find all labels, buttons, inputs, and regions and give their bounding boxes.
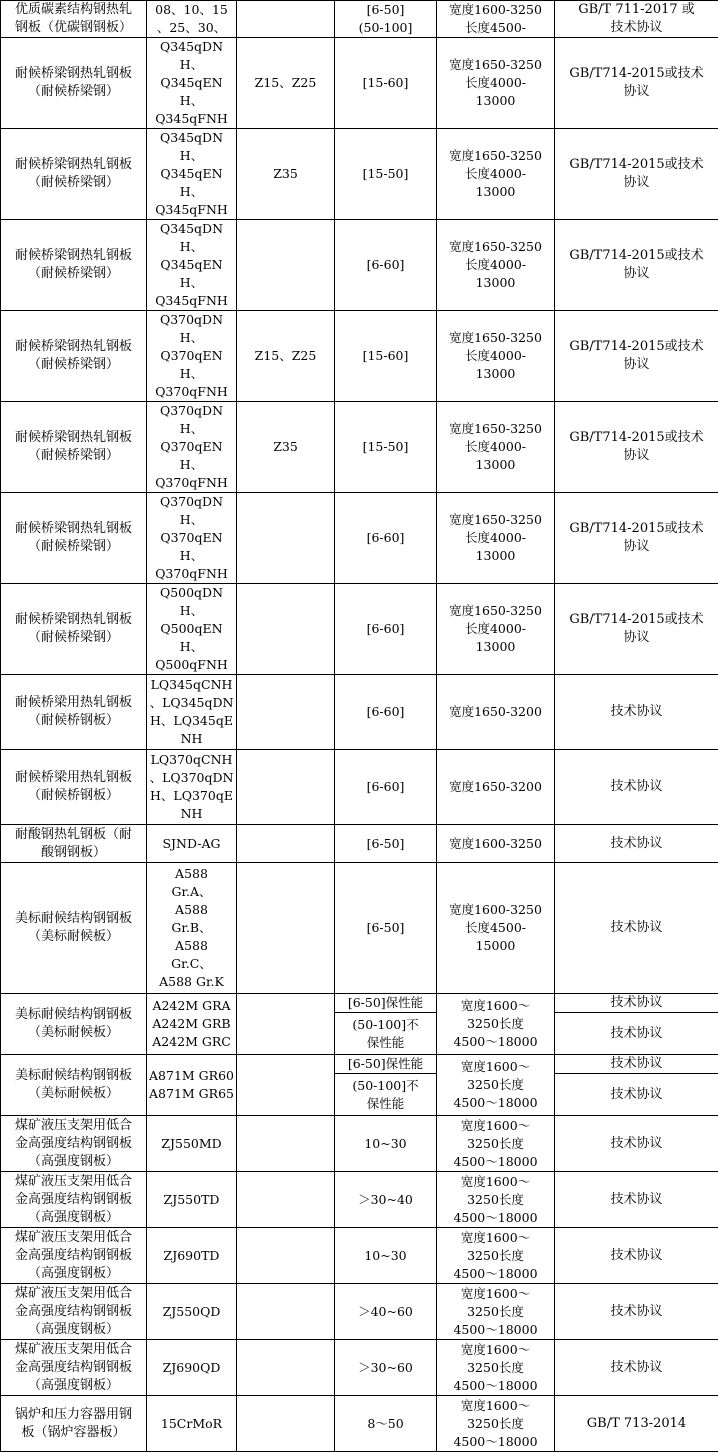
grade-cell: ZJ550TD bbox=[147, 1172, 237, 1228]
thickness-range-cell: 8～50 bbox=[335, 1396, 437, 1452]
size-cell: 宽度1600～ 3250长度 4500～18000 bbox=[437, 1172, 555, 1228]
size-cell: 宽度1600-3250 长度4500- 15000 bbox=[437, 863, 555, 994]
thickness-range-cell: (50-100]不 保性能 bbox=[335, 1074, 437, 1116]
thickness-range-cell: [15-60] bbox=[335, 311, 437, 402]
product-name-cell: 煤矿液压支架用低合 金高强度结构钢钢板 （高强度钢板） bbox=[1, 1284, 147, 1340]
grade-cell: ZJ550MD bbox=[147, 1116, 237, 1172]
product-name-cell: 耐候桥梁钢热轧钢板 （耐候桥梁钢） bbox=[1, 402, 147, 493]
standard-cell: GB/T 713-2014 bbox=[555, 1396, 718, 1452]
product-name-cell: 耐候桥梁钢热轧钢板 （耐候桥梁钢） bbox=[1, 129, 147, 220]
product-name-cell: 煤矿液压支架用低合 金高强度结构钢钢板 （高强度钢板） bbox=[1, 1228, 147, 1284]
thickness-range-cell: [6-60] bbox=[335, 750, 437, 825]
standard-cell: 技术协议 bbox=[555, 675, 718, 750]
z-direction-cell bbox=[237, 1228, 335, 1284]
thickness-range-cell: [6-50]保性能 bbox=[335, 994, 437, 1013]
standard-cell: GB/T714-2015或技术 协议 bbox=[555, 311, 718, 402]
product-name-cell: 煤矿液压支架用低合 金高强度结构钢钢板 （高强度钢板） bbox=[1, 1340, 147, 1396]
standard-cell: 技术协议 bbox=[555, 1172, 718, 1228]
product-name-cell: 耐候桥梁用热轧钢板 （耐候桥钢板） bbox=[1, 750, 147, 825]
grade-cell: Q345qDNH、 Q345qENH、 Q345qFNH bbox=[147, 129, 237, 220]
grade-cell: LQ370qCNH 、LQ370qDN H、LQ370qE NH bbox=[147, 750, 237, 825]
table-row bbox=[1, 1284, 718, 1340]
size-cell: 宽度1650-3250 长度4000- 13000 bbox=[437, 38, 555, 129]
table-row bbox=[1, 675, 718, 750]
grade-cell: 08、10、15 、25、30、 bbox=[147, 1, 237, 38]
standard-cell: 技术协议 bbox=[555, 1013, 718, 1055]
z-direction-cell bbox=[237, 675, 335, 750]
z-direction-cell bbox=[237, 1055, 335, 1116]
product-name-cell: 耐候桥梁钢热轧钢板 （耐候桥梁钢） bbox=[1, 220, 147, 311]
table-row bbox=[1, 1116, 718, 1172]
table-row bbox=[1, 750, 718, 825]
product-name-cell: 美标耐候结构钢钢板 （美标耐候板） bbox=[1, 863, 147, 994]
product-name-cell: 锅炉和压力容器用钢 板（锅炉容器板） bbox=[1, 1396, 147, 1452]
size-cell: 宽度1600～ 3250长度 4500～18000 bbox=[437, 1055, 555, 1116]
table-row bbox=[1, 584, 718, 675]
size-cell: 宽度1600～ 3250长度 4500～18000 bbox=[437, 1340, 555, 1396]
thickness-range-cell: 10~30 bbox=[335, 1228, 437, 1284]
z-direction-cell: Z15、Z25 bbox=[237, 38, 335, 129]
table-row bbox=[1, 129, 718, 220]
standard-cell: 技术协议 bbox=[555, 994, 718, 1013]
z-direction-cell bbox=[237, 750, 335, 825]
table-row bbox=[1, 220, 718, 311]
size-cell: 宽度1650-3250 长度4000- 13000 bbox=[437, 129, 555, 220]
grade-cell: A871M GR60 A871M GR65 bbox=[147, 1055, 237, 1116]
standard-cell: 技术协议 bbox=[555, 825, 718, 863]
z-direction-cell bbox=[237, 220, 335, 311]
product-name-cell: 耐候桥梁用热轧钢板 （耐候桥钢板） bbox=[1, 675, 147, 750]
z-direction-cell bbox=[237, 1172, 335, 1228]
standard-cell: 技术协议 bbox=[555, 1055, 718, 1074]
grade-cell: Q345qDNH、 Q345qENH、 Q345qFNH bbox=[147, 220, 237, 311]
table-row bbox=[1, 825, 718, 863]
table-row bbox=[1, 1340, 718, 1396]
standard-cell: 技术协议 bbox=[555, 750, 718, 825]
table-row bbox=[1, 1055, 718, 1074]
size-cell: 宽度1650-3250 长度4000- 13000 bbox=[437, 311, 555, 402]
table-body bbox=[1, 1, 718, 1452]
table-row bbox=[1, 402, 718, 493]
table-row bbox=[1, 1228, 718, 1284]
size-cell: 宽度1650-3250 长度4000- 13000 bbox=[437, 220, 555, 311]
z-direction-cell bbox=[237, 825, 335, 863]
grade-cell: Q370qDNH、 Q370qENH、 Q370qFNH bbox=[147, 311, 237, 402]
z-direction-cell: Z35 bbox=[237, 402, 335, 493]
z-direction-cell bbox=[237, 994, 335, 1055]
grade-cell: A588 Gr.A、 A588 Gr.B、 A588 Gr.C、 A588 Gr.K bbox=[147, 863, 237, 994]
thickness-range-cell: ＞40~60 bbox=[335, 1284, 437, 1340]
standard-cell: 技术协议 bbox=[555, 1284, 718, 1340]
table-row bbox=[1, 1172, 718, 1228]
z-direction-cell bbox=[237, 493, 335, 584]
thickness-range-cell: [6-60] bbox=[335, 220, 437, 311]
z-direction-cell bbox=[237, 1116, 335, 1172]
table-row bbox=[1, 863, 718, 994]
thickness-range-cell: [6-50]保性能 bbox=[335, 1055, 437, 1074]
standard-cell: GB/T714-2015或技术 协议 bbox=[555, 38, 718, 129]
table-row bbox=[1, 493, 718, 584]
size-cell: 宽度1650-3250 长度4000- 13000 bbox=[437, 493, 555, 584]
table-row bbox=[1, 1, 718, 38]
standard-cell: GB/T714-2015或技术 协议 bbox=[555, 220, 718, 311]
size-cell: 宽度1600～ 3250长度 4500～18000 bbox=[437, 1396, 555, 1452]
size-cell: 宽度1600-3250 bbox=[437, 825, 555, 863]
grade-cell: LQ345qCNH 、LQ345qDN H、LQ345qE NH bbox=[147, 675, 237, 750]
z-direction-cell: Z15、Z25 bbox=[237, 311, 335, 402]
product-name-cell: 煤矿液压支架用低合 金高强度结构钢钢板 （高强度钢板） bbox=[1, 1172, 147, 1228]
standard-cell: 技术协议 bbox=[555, 1228, 718, 1284]
standard-cell: GB/T714-2015或技术 协议 bbox=[555, 584, 718, 675]
grade-cell: Q370qDNH、 Q370qENH、 Q370qFNH bbox=[147, 402, 237, 493]
thickness-range-cell: [6-50] bbox=[335, 825, 437, 863]
table-row bbox=[1, 311, 718, 402]
table-row bbox=[1, 994, 718, 1013]
thickness-range-cell: (50-100]不 保性能 bbox=[335, 1013, 437, 1055]
standard-cell: 技术协议 bbox=[555, 1116, 718, 1172]
thickness-range-cell: ＞30~60 bbox=[335, 1340, 437, 1396]
thickness-range-cell: [15-60] bbox=[335, 38, 437, 129]
thickness-range-cell: [6-60] bbox=[335, 675, 437, 750]
thickness-range-cell: [6-50] bbox=[335, 863, 437, 994]
size-cell: 宽度1600～ 3250长度 4500～18000 bbox=[437, 1228, 555, 1284]
grade-cell: 15CrMoR bbox=[147, 1396, 237, 1452]
grade-cell: Q345qDNH、 Q345qENH、 Q345qFNH bbox=[147, 38, 237, 129]
product-name-cell: 耐候桥梁钢热轧钢板 （耐候桥梁钢） bbox=[1, 584, 147, 675]
thickness-range-cell: [6-60] bbox=[335, 493, 437, 584]
product-name-cell: 耐候桥梁钢热轧钢板 （耐候桥梁钢） bbox=[1, 311, 147, 402]
product-name-cell: 耐候桥梁钢热轧钢板 （耐候桥梁钢） bbox=[1, 493, 147, 584]
standard-cell: GB/T714-2015或技术 协议 bbox=[555, 493, 718, 584]
product-name-cell: 煤矿液压支架用低合 金高强度结构钢钢板 （高强度钢板） bbox=[1, 1116, 147, 1172]
standard-cell: 技术协议 bbox=[555, 863, 718, 994]
size-cell: 宽度1600～ 3250长度 4500～18000 bbox=[437, 1116, 555, 1172]
size-cell: 宽度1600～ 3250长度 4500～18000 bbox=[437, 994, 555, 1055]
z-direction-cell: Z35 bbox=[237, 129, 335, 220]
standard-cell: GB/T 711-2017 或 技术协议 bbox=[555, 1, 718, 38]
product-name-cell: 优质碳素结构钢热轧 钢板（优碳钢钢板） bbox=[1, 1, 147, 38]
z-direction-cell bbox=[237, 584, 335, 675]
z-direction-cell bbox=[237, 1340, 335, 1396]
standard-cell: GB/T714-2015或技术 协议 bbox=[555, 129, 718, 220]
size-cell: 宽度1650-3250 长度4000- 13000 bbox=[437, 584, 555, 675]
grade-cell: SJND-AG bbox=[147, 825, 237, 863]
product-name-cell: 耐酸钢热轧钢板（耐 酸钢钢板） bbox=[1, 825, 147, 863]
grade-cell: ZJ690QD bbox=[147, 1340, 237, 1396]
thickness-range-cell: 10~30 bbox=[335, 1116, 437, 1172]
z-direction-cell bbox=[237, 1396, 335, 1452]
product-name-cell: 美标耐候结构钢钢板 （美标耐候板） bbox=[1, 994, 147, 1055]
size-cell: 宽度1600-3250 长度4500- bbox=[437, 1, 555, 38]
thickness-range-cell: [15-50] bbox=[335, 402, 437, 493]
z-direction-cell bbox=[237, 1284, 335, 1340]
standard-cell: GB/T714-2015或技术 协议 bbox=[555, 402, 718, 493]
size-cell: 宽度1600～ 3250长度 4500～18000 bbox=[437, 1284, 555, 1340]
product-name-cell: 耐候桥梁钢热轧钢板 （耐候桥梁钢） bbox=[1, 38, 147, 129]
thickness-range-cell: [15-50] bbox=[335, 129, 437, 220]
grade-cell: ZJ550QD bbox=[147, 1284, 237, 1340]
size-cell: 宽度1650-3200 bbox=[437, 675, 555, 750]
z-direction-cell bbox=[237, 1, 335, 38]
grade-cell: ZJ690TD bbox=[147, 1228, 237, 1284]
table-row bbox=[1, 38, 718, 129]
product-name-cell: 美标耐候结构钢钢板 （美标耐候板） bbox=[1, 1055, 147, 1116]
grade-cell: Q500qDNH、 Q500qENH、 Q500qFNH bbox=[147, 584, 237, 675]
grade-cell: A242M GRA A242M GRB A242M GRC bbox=[147, 994, 237, 1055]
standard-cell: 技术协议 bbox=[555, 1340, 718, 1396]
standard-cell: 技术协议 bbox=[555, 1074, 718, 1116]
thickness-range-cell: [6-50] (50-100] bbox=[335, 1, 437, 38]
table-row bbox=[1, 1396, 718, 1452]
size-cell: 宽度1650-3200 bbox=[437, 750, 555, 825]
z-direction-cell bbox=[237, 863, 335, 994]
size-cell: 宽度1650-3250 长度4000- 13000 bbox=[437, 402, 555, 493]
grade-cell: Q370qDNH、 Q370qENH、 Q370qFNH bbox=[147, 493, 237, 584]
thickness-range-cell: [6-60] bbox=[335, 584, 437, 675]
thickness-range-cell: ＞30~40 bbox=[335, 1172, 437, 1228]
